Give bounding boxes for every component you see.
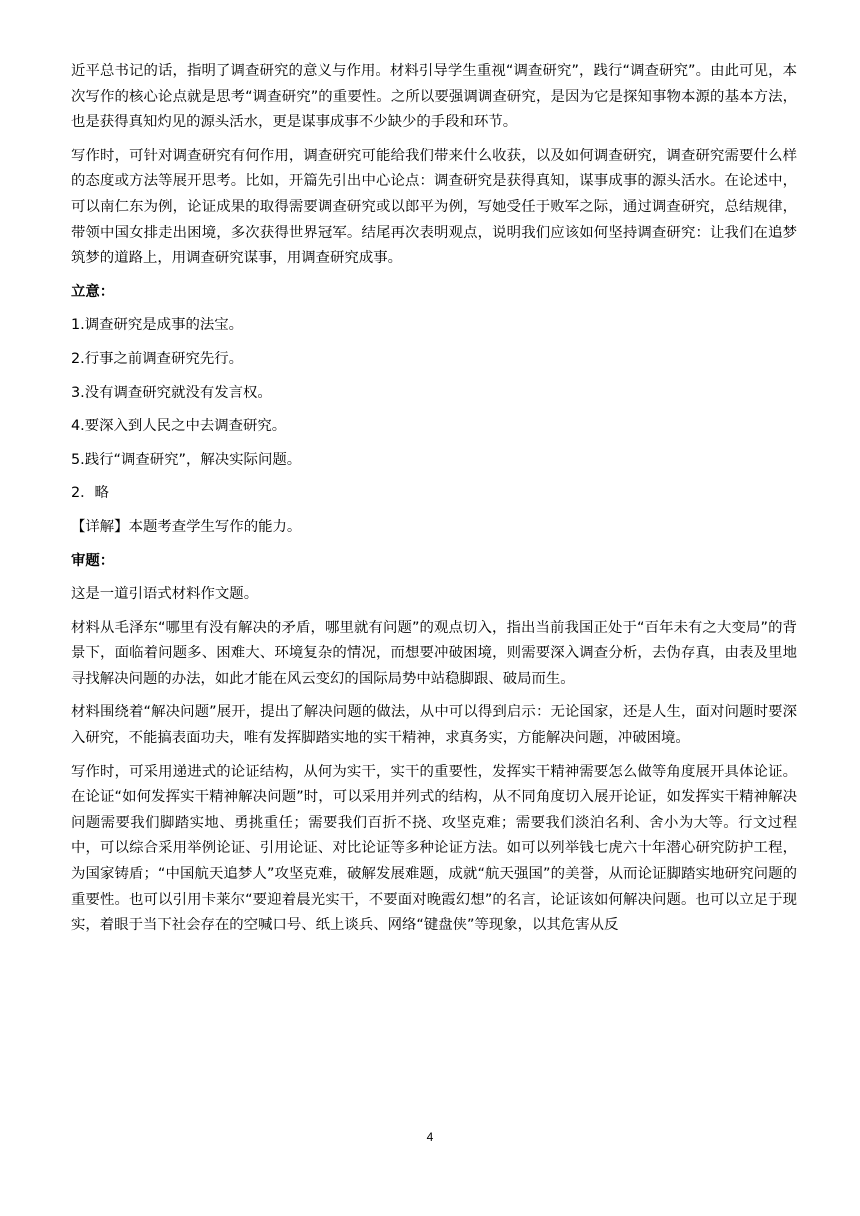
paragraph: 材料围绕着“解决问题”展开，提出了解决问题的做法，从中可以得到启示：无论国家，还是人生，面对问题时要深入研究，不能搞表面功夫，唯有发挥脚踏实地的实干精神，求真务实，方能解决问题，冲破困境。 — [71, 704, 797, 747]
list-item: 1.调查研究是成事的法宝。 — [71, 317, 244, 334]
section-heading-liyi: 立意： — [71, 283, 115, 300]
section-heading-shenti: 审题： — [71, 552, 115, 569]
answer-number: 2．略 — [71, 485, 109, 502]
paragraph: 这是一道引语式材料作文题。 — [71, 586, 259, 603]
list-item: 5.践行“调查研究”，解决实际问题。 — [71, 451, 302, 468]
document-body — [71, 59, 797, 947]
paragraph: 写作时，可采用递进式的论证结构，从何为实干，实干的重要性，发挥实干精神需要怎么做等角度展开具体论证。在论证“如何发挥实干精神解决问题”时，可以采用并列式的结构，从不同角度切入展开论证，如发挥实干精神解决问题需要我们脚踏实地、勇挑重任；需要我们百折不挠、攻坚克难；需要我们淡泊名利、舍小为大等。行文过程中，可以综合采用举例论证、引用论证、对比论证等多种论证方法。如可以列举钱七虎六十年潜心研究防护工程，为国家铸盾；“中国航天追梦人”攻坚克难，破解发展难题，成就“航天强国”的美誉，从而论证脚踏实地研究问题的重要性。也可以引用卡莱尔“要迎着晨光实干，不要面对晚霞幻想”的名言，论证该如何解决问题。也可以立足于现实，着眼于当下社会存在的空喊口号、纸上谈兵、网络“键盘侠”等现象，以其危害从反 — [71, 763, 797, 934]
list-item: 2.行事之前调查研究先行。 — [71, 350, 244, 367]
paragraph: 近平总书记的话，指明了调查研究的意义与作用。材料引导学生重视“调查研究”，践行“调查研究”。由此可见，本次写作的核心论点就是思考“调查研究”的重要性。之所以要强调调查研究，是因为它是探知事物本源的基本方法，也是获得真知灼见的源头活水，更是谋事成事不少缺少的手段和环节。 — [71, 63, 797, 131]
paragraph: 写作时，可针对调查研究有何作用，调查研究可能给我们带来什么收获，以及如何调查研究，调查研究需要什么样的态度或方法等展开思考。比如，开篇先引出中心论点：调查研究是获得真知，谋事成事的源头活水。在论述中，可以南仁东为例，论证成果的取得需要调查研究或以郎平为例，写她受任于败军之际，通过调查研究，总结规律，带领中国女排走出困境，多次获得世界冠军。结尾再次表明观点，说明我们应该如何坚持调查研究：让我们在追梦筑梦的道路上，用调查研究谋事，用调查研究成事。 — [71, 147, 797, 267]
explanation-intro: 【详解】本题考查学生写作的能力。 — [71, 518, 302, 535]
list-item: 3.没有调查研究就没有发言权。 — [71, 384, 272, 401]
list-item: 4.要深入到人民之中去调查研究。 — [71, 418, 287, 435]
page-number: 4 — [426, 1130, 434, 1144]
paragraph: 材料从毛泽东“哪里有没有解决的矛盾，哪里就有问题”的观点切入，指出当前我国正处于“百年未有之大变局”的背景下，面临着问题多、困难大、环境复杂的情况，而想要冲破困境，则需要深入调查分析，去伪存真，由表及里地寻找解决问题的办法，如此才能在风云变幻的国际局势中站稳脚跟、破局而生。 — [71, 619, 797, 687]
